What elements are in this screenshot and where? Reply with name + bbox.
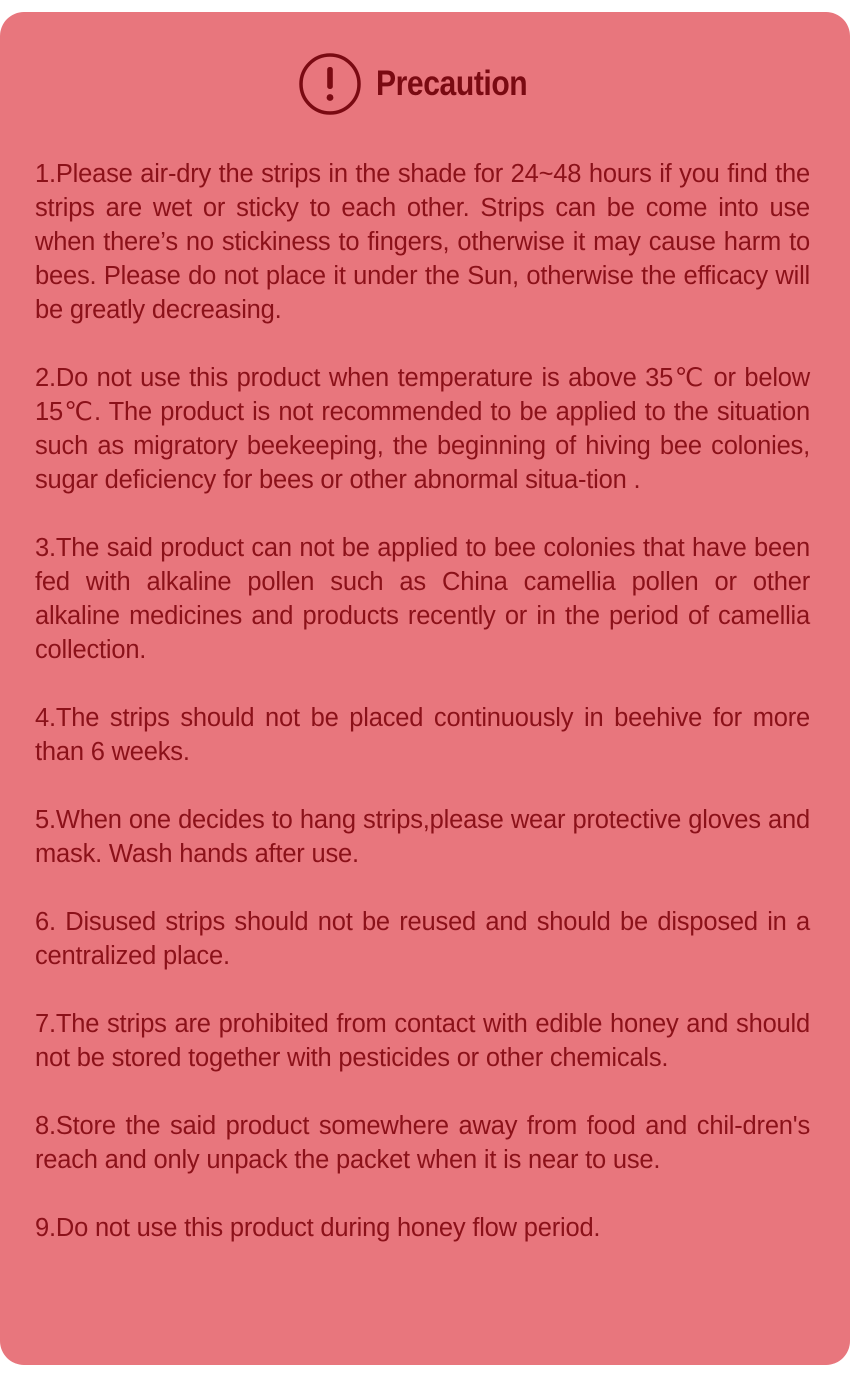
page-title: Precaution [376,64,528,103]
exclamation-circle-icon [298,52,362,116]
precaution-item: 7.The strips are prohibited from contact with edible honey and should not be stored together with pesticides or other chemicals. [35,1010,810,1072]
precaution-item: 6. Disused strips should not be reused and should be disposed in a centralized place. [35,908,810,970]
precaution-list [35,157,810,1245]
precaution-header [0,52,850,116]
precaution-item: 4.The strips should not be placed continuously in beehive for more than 6 weeks. [35,704,810,766]
precaution-item: 9.Do not use this product during honey flow period. [35,1214,601,1242]
precaution-item: 8.Store the said product somewhere away from food and chil-dren's reach and only unpack the packet when it is near to use. [35,1112,810,1174]
precaution-item: 2.Do not use this product when temperature is above 35℃ or below 15℃. The product is not recommended to be applied to the situation such as migratory beekeeping, the beginning of hiving bee colonies, sugar deficiency for bees or other abnormal situa-tion . [35,364,810,494]
precaution-item: 1.Please air-dry the strips in the shade for 24~48 hours if you find the strips are wet or sticky to each other. Strips can be come into use when there’s no stickiness to fingers, otherwise it may cause harm to bees. Please do not place it under the Sun, otherwise the efficacy will be greatly decreasing. [35,160,810,324]
precaution-item: 3.The said product can not be applied to bee colonies that have been fed with alkaline pollen such as China camellia pollen or other alkaline medicines and products recently or in the period of camellia collection. [35,534,810,664]
precaution-card [0,12,850,1365]
precaution-item: 5.When one decides to hang strips,please wear protective gloves and mask. Wash hands after use. [35,806,810,868]
